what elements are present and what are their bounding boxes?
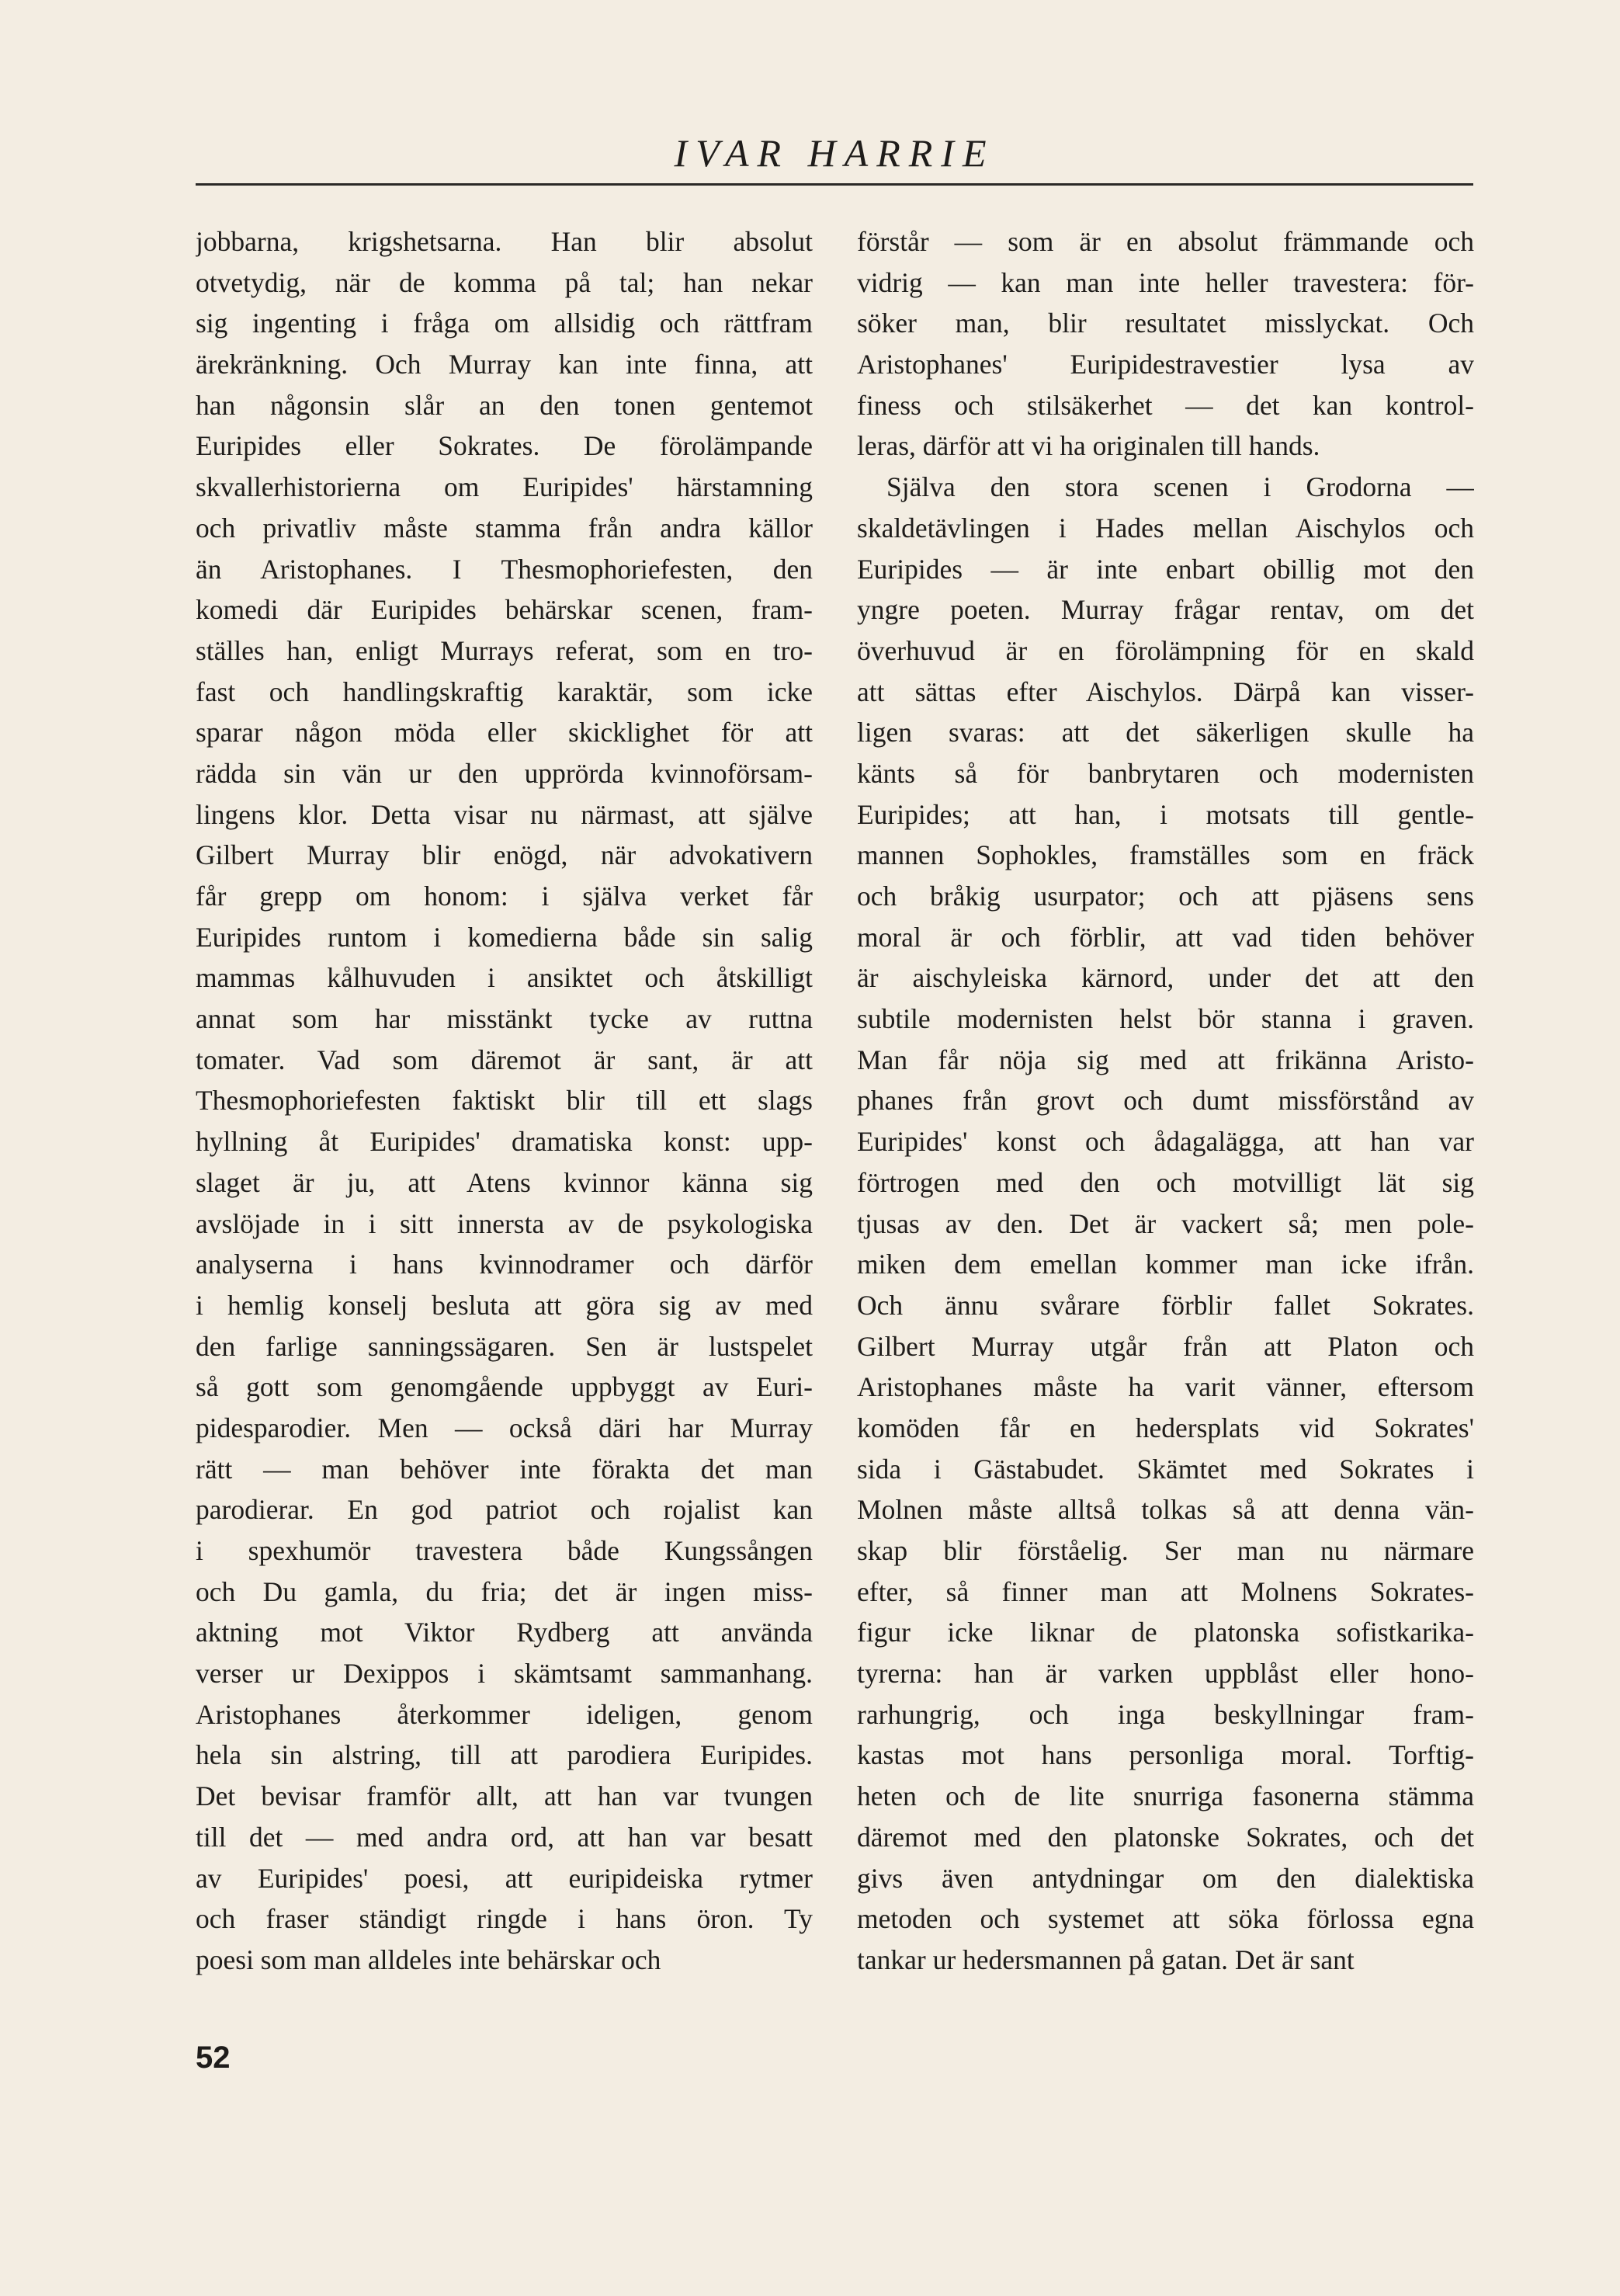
text-line: förtrogen med den och motvilligt lät sig [857,1166,1474,1198]
text-line: tomater. Vad som däremot är sant, är att [196,1044,813,1075]
left-column [196,221,813,1981]
text-line: mammas kålhuvuden i ansiktet och åtskilligt [196,962,813,994]
text-line: Euripides; att han, i motsats till gentle- [857,798,1474,830]
text-line: yngre poeten. Murray frågar rentav, om det [857,594,1474,626]
text-line: och privatliv måste stamma från andra källor [196,512,813,544]
text-line: Man får nöja sig med att frikänna Aristo- [857,1044,1474,1075]
text-line: Det bevisar framför allt, att han var tvungen [196,1780,813,1812]
text-line: Aristophanes' Euripidestravestier lysa av [857,349,1474,380]
text-line: tankar ur hedersmannen på gatan. Det är sant [857,1943,1355,1975]
text-line: parodierar. En god patriot och rojalist kan [196,1494,813,1526]
text-line: tjusas av den. Det är vackert så; men pole- [857,1207,1474,1239]
text-line: verser ur Dexippos i skämtsamt sammanhang. [196,1658,813,1690]
text-line: hyllning åt Euripides' dramatiska konst: upp- [196,1126,813,1158]
text-line: slaget är ju, att Atens kvinnor känna sig [196,1166,813,1198]
text-line: så gott som genomgående uppbyggt av Euri- [196,1371,813,1403]
text-line: av Euripides' poesi, att euripideiska rytmer [196,1862,813,1894]
text-line: känts så för banbrytaren och modernisten [857,757,1474,789]
text-line: rädda sin vän ur den upprörda kvinnoförsam- [196,757,813,789]
text-line: den farlige sanningssägaren. Sen är lustspelet [196,1330,813,1362]
text-line: miken dem emellan kommer man icke ifrån. [857,1249,1474,1280]
text-line: Euripides runtom i komedierna både sin salig [196,921,813,953]
text-line: fast och handlingskraftig karaktär, som icke [196,676,813,707]
text-line: sig ingenting i fråga om allsidig och rättfram [196,307,813,339]
text-line: poesi som man alldeles inte behärskar och [196,1943,661,1975]
text-line: moral är och förblir, att vad tiden behöver [857,921,1474,953]
text-line: Gilbert Murray utgår från att Platon och [857,1330,1474,1362]
text-line: Euripides' konst och ådagalägga, att han var [857,1126,1474,1158]
text-line: Molnen måste alltså tolkas så att denna vän- [857,1494,1474,1526]
text-line: Thesmophoriefesten faktiskt blir till ett slags [196,1085,813,1117]
text-line: givs även antydningar om den dialektiska [857,1862,1474,1894]
text-line: Och ännu svårare förblir fallet Sokrates. [857,1289,1474,1321]
text-line: annat som har misstänkt tycke av ruttna [196,1003,813,1035]
text-line: efter, så finner man att Molnens Sokrates- [857,1575,1474,1607]
text-line: att sättas efter Aischylos. Därpå kan visser- [857,676,1474,707]
text-line: däremot med den platonske Sokrates, och det [857,1821,1474,1853]
text-line: lingens klor. Detta visar nu närmast, att själve [196,798,813,830]
text-line: leras, därför att vi ha originalen till hands. [857,430,1320,462]
text-line: får grepp om honom: i själva verket får [196,881,813,912]
text-line: ärekränkning. Och Murray kan inte finna, att [196,349,813,380]
text-line: i hemlig konselj besluta att göra sig av med [196,1289,813,1321]
text-line: figur icke liknar de platonska sofistkarika- [857,1617,1474,1648]
text-line: phanes från grovt och dumt missförstånd av [857,1085,1474,1117]
page-number: 52 [196,2041,231,2075]
text-line: är aischyleiska kärnord, under det att den [857,962,1474,994]
text-line: sida i Gästabudet. Skämtet med Sokrates i [857,1453,1474,1485]
text-line: ligen svaras: att det säkerligen skulle ha [857,717,1474,749]
text-line: komedi där Euripides behärskar scenen, fram- [196,594,813,626]
text-line: han någonsin slår an den tonen gentemot [196,389,813,421]
text-line: skap blir förståelig. Ser man nu närmare [857,1535,1474,1566]
text-line: och Du gamla, du fria; det är ingen miss- [196,1575,813,1607]
text-line: söker man, blir resultatet misslyckat. Och [857,307,1474,339]
text-line: överhuvud är en förolämpning för en skald [857,634,1474,666]
text-line: ställes han, enligt Murrays referat, som en tro- [196,634,813,666]
text-line: förstår — som är en absolut främmande och [857,226,1474,257]
text-line: hela sin alstring, till att parodiera Euripides. [196,1739,813,1771]
text-line: Gilbert Murray blir enögd, när advokativern [196,839,813,871]
running-head: IVAR HARRIE [674,131,995,175]
right-column [857,221,1474,1981]
text-line: vidrig — kan man inte heller travestera: för- [857,266,1474,298]
text-line: och fraser ständigt ringde i hans öron. Ty [196,1903,813,1935]
text-line: Euripides — är inte enbart obillig mot den [857,553,1474,585]
text-line: sparar någon möda eller skicklighet för att [196,717,813,749]
text-line: rarhungrig, och inga beskyllningar fram- [857,1698,1474,1730]
text-line: rätt — man behöver inte förakta det man [196,1453,813,1485]
text-line: finess och stilsäkerhet — det kan kontrol- [857,389,1474,421]
text-line: Själva den stora scenen i Grodorna — [886,471,1474,503]
text-line: Aristophanes återkommer ideligen, genom [196,1698,813,1730]
text-line: Euripides eller Sokrates. De förolämpande [196,430,813,462]
text-line: Aristophanes måste ha varit vänner, eftersom [857,1371,1474,1403]
text-line: analyserna i hans kvinnodramer och därför [196,1249,813,1280]
header-rule [196,183,1473,186]
text-line: aktning mot Viktor Rydberg att använda [196,1617,813,1648]
text-line: till det — med andra ord, att han var besatt [196,1821,813,1853]
text-line: heten och de lite snurriga fasonerna stämma [857,1780,1474,1812]
text-line: än Aristophanes. I Thesmophoriefesten, den [196,553,813,585]
text-line: avslöjade in i sitt innersta av de psykologiska [196,1207,813,1239]
text-line: jobbarna, krigshetsarna. Han blir absolut [196,226,813,257]
text-line: komöden får en hedersplats vid Sokrates' [857,1412,1474,1443]
text-line: och bråkig usurpator; och att pjäsens sens [857,881,1474,912]
text-line: pidesparodier. Men — också däri har Murray [196,1412,813,1443]
text-line: kastas mot hans personliga moral. Torftig- [857,1739,1474,1771]
text-line: mannen Sophokles, framställes som en fräck [857,839,1474,871]
text-line: i spexhumör travestera både Kungssången [196,1535,813,1566]
text-line: skaldetävlingen i Hades mellan Aischylos och [857,512,1474,544]
text-line: metoden och systemet att söka förlossa egna [857,1903,1474,1935]
text-line: skvallerhistorierna om Euripides' härstamning [196,471,813,503]
text-line: tyrerna: han är varken uppblåst eller hono- [857,1658,1474,1690]
text-line: otvetydig, när de komma på tal; han nekar [196,266,813,298]
text-line: subtile modernisten helst bör stanna i graven. [857,1003,1474,1035]
